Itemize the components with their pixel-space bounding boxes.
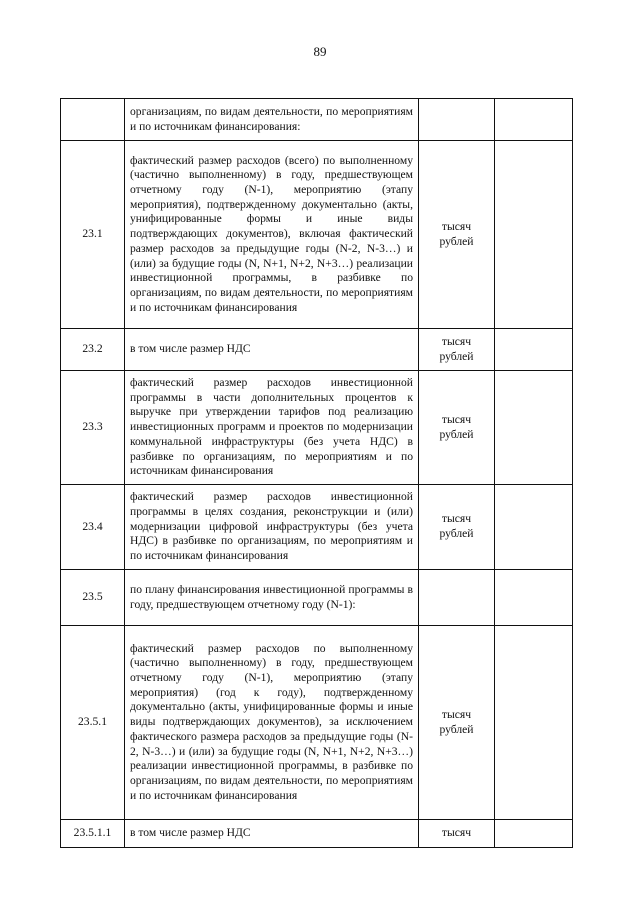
table-row: [61, 329, 573, 371]
row-unit: тысяч: [419, 820, 495, 848]
table-row: [61, 99, 573, 141]
row-unit: тысяч рублей: [419, 485, 495, 570]
table-row: [61, 141, 573, 329]
row-unit: тысяч рублей: [419, 329, 495, 371]
row-value: [495, 141, 573, 329]
row-unit: [419, 570, 495, 626]
row-description: фактический размер расходов (всего) по выполненному (частично выполненному) в году, предшествующем отчетному году (N-1), мероприятию (этапу мероприятия), подтвержденному документально (акты, унифицированные формы и иные виды подтверждающих документов), включая фактический размер расходов за предыдущие годы (N-2, N-3…) и (или) за будущие годы (N, N+1, N+2, N+3…) реализации инвестиционной программы, в разбивке по организациям, по видам деятельности, по мероприятиям и по источникам финансирования: [125, 141, 419, 329]
table-row: [61, 820, 573, 848]
row-value: [495, 99, 573, 141]
row-description: фактический размер расходов по выполненному (частично выполненному) в году, предшествующем отчетному году (N-1), мероприятию (этапу мероприятия) (год к году), подтвержденному документально (акты, унифицированные формы и иные виды подтверждающих документов), за исключением фактического размера расходов за предыдущие годы (N-2, N-3…) и (или) за будущие годы (N, N+1, N+2, N+3…) реализации инвестиционной программы, в разбивке по организациям, по видам деятельности, по мероприятиям и по источникам финансирования: [125, 626, 419, 820]
row-unit: тысяч рублей: [419, 141, 495, 329]
row-description: по плану финансирования инвестиционной программы в году, предшествующем отчетному году (N-1):: [125, 570, 419, 626]
row-number: 23.5.1: [61, 626, 125, 820]
table-row: [61, 626, 573, 820]
row-unit: тысяч рублей: [419, 626, 495, 820]
row-unit: тысяч рублей: [419, 371, 495, 485]
row-value: [495, 485, 573, 570]
indicator-table: [60, 98, 573, 848]
row-number: 23.4: [61, 485, 125, 570]
row-description: в том числе размер НДС: [125, 820, 419, 848]
row-number: [61, 99, 125, 141]
table-row: [61, 485, 573, 570]
row-description: фактический размер расходов инвестиционной программы в целях создания, реконструкции и (или) модернизации цифровой инфраструктуры (без учета НДС) в разбивке по организациям, по мероприятиям и по источникам финансирования: [125, 485, 419, 570]
row-number: 23.5.1.1: [61, 820, 125, 848]
row-number: 23.5: [61, 570, 125, 626]
row-number: 23.3: [61, 371, 125, 485]
row-value: [495, 570, 573, 626]
row-value: [495, 820, 573, 848]
row-value: [495, 329, 573, 371]
row-number: 23.1: [61, 141, 125, 329]
table-row: [61, 570, 573, 626]
row-unit: [419, 99, 495, 141]
page-number: 89: [313, 44, 327, 59]
row-number: 23.2: [61, 329, 125, 371]
row-description: фактический размер расходов инвестиционной программы в части дополнительных процентов к выручке при утверждении тарифов под реализацию инвестиционных программ и проектов по модернизации коммунальной инфраструктуры (без учета НДС) в разбивке по организациям, по мероприятиям и по источникам финансирования: [125, 371, 419, 485]
row-description: в том числе размер НДС: [125, 329, 419, 371]
row-value: [495, 371, 573, 485]
row-value: [495, 626, 573, 820]
row-description: организациям, по видам деятельности, по мероприятиям и по источникам финансирования:: [125, 99, 419, 141]
table-row: [61, 371, 573, 485]
